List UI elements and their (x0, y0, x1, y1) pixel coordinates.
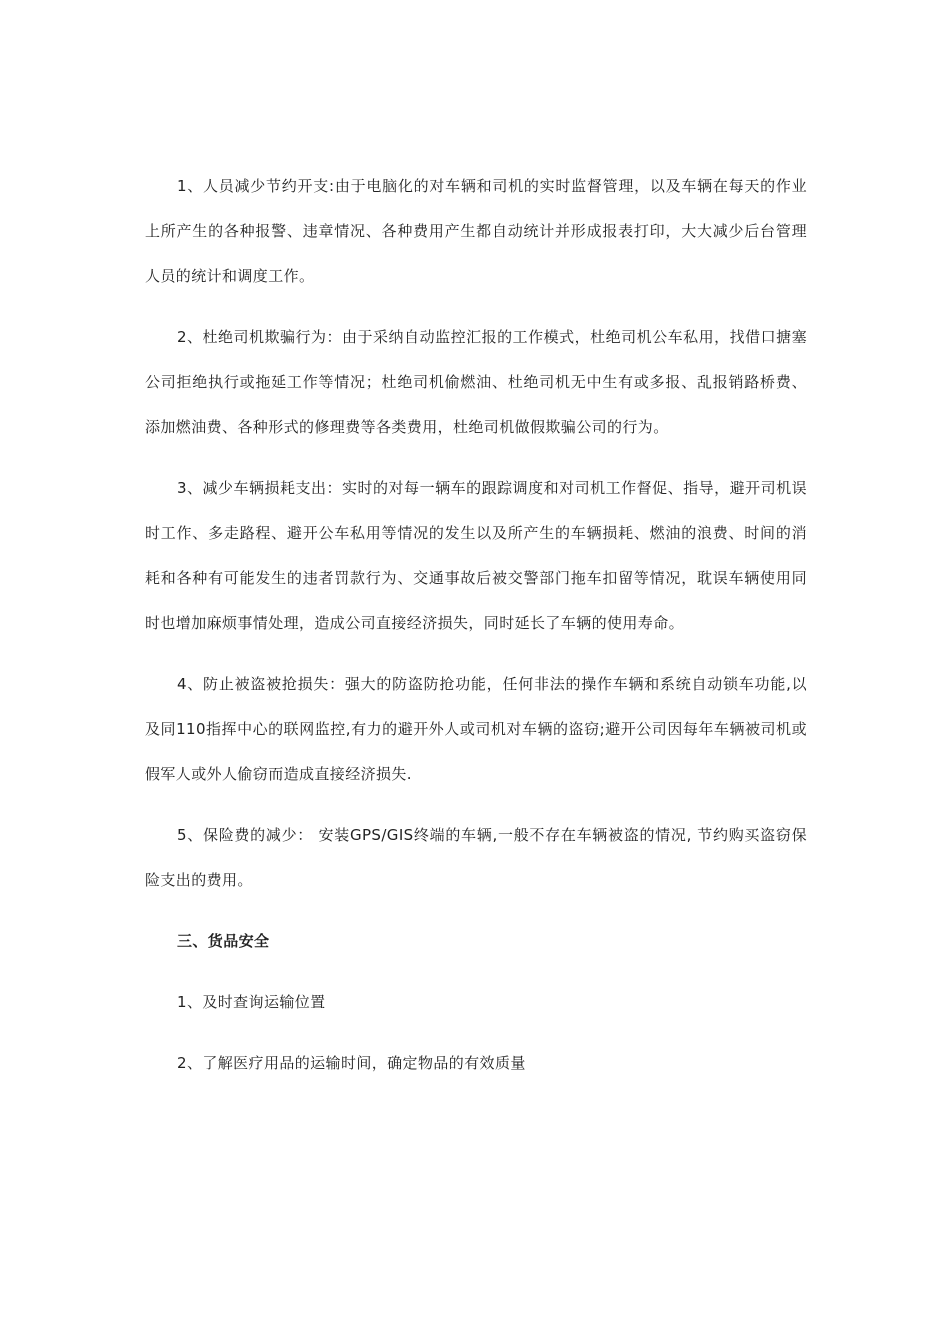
document-body (145, 164, 807, 1102)
paragraph-insurance: 5、保险费的减少： 安装GPS/GIS终端的车辆,一般不存在车辆被盗的情况, 节约购买盗窃保险支出的费用。 (145, 826, 807, 889)
section-heading: 三、货品安全 (177, 932, 270, 950)
paragraph-vehicle-wear: 3、减少车辆损耗支出：实时的对每一辆车的跟踪调度和对司机工作督促、指导，避开司机误时工作、多走路程、避开公车私用等情况的发生以及所产生的车辆损耗、燃油的浪费、时间的消耗和各种有可能发生的违者罚款行为、交通事故后被交警部门拖车扣留等情况，耽误车辆使用同时也增加麻烦事情处理，造成公司直接经济损失，同时延长了车辆的使用寿命。 (145, 479, 807, 632)
paragraph-driver-fraud: 2、杜绝司机欺骗行为：由于采纳自动监控汇报的工作模式，杜绝司机公车私用，找借口搪塞公司拒绝执行或拖延工作等情况；杜绝司机偷燃油、杜绝司机无中生有或多报、乱报销路桥费、添加燃油费、各种形式的修理费等各类费用，杜绝司机做假欺骗公司的行为。 (145, 328, 807, 436)
paragraph-theft-prevention: 4、防止被盗被抢损失：强大的防盗防抢功能，任何非法的操作车辆和系统自动锁车功能,以及同110指挥中心的联网监控,有力的避开外人或司机对车辆的盗窃;避开公司因每年车辆被司机或假军人或外人偷窃而造成直接经济损失. (145, 675, 807, 783)
paragraph-staff-savings: 1、人员减少节约开支:由于电脑化的对车辆和司机的实时监督管理，以及车辆在每天的作业上所产生的各种报警、违章情况、各种费用产生都自动统计并形成报表打印，大大减少后台管理人员的统计和调度工作。 (145, 177, 807, 285)
list-item-transport-time: 2、了解医疗用品的运输时间，确定物品的有效质量 (177, 1054, 526, 1072)
list-item-location-query: 1、及时查询运输位置 (177, 993, 326, 1011)
